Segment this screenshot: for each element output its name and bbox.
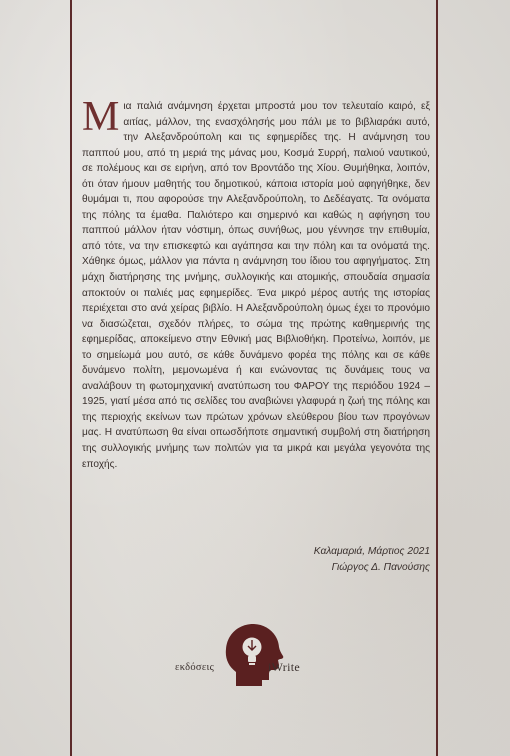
drop-cap: Μ: [82, 94, 120, 140]
publisher-name: iWrite: [268, 660, 300, 674]
head-lightbulb-icon: [222, 620, 284, 690]
publisher-label: εκδόσεις: [175, 662, 215, 673]
body-paragraph: ια παλιά ανάμνηση έρχεται μπροστά μου τον τελευταίο καιρό, εξ αιτίας, μάλλον, της ενασχόλησής μου πάλι με το βιβλιαράκι αυτό, την Αλεξανδρούπολη και τις εφημερίδες της. Η ανάμνηση του παππού μου, από τη μεριά της μάνας μου, Κοσμά Συρρή, παλιού ναυτικού, σε πολέμους και σε ειρήνη, από τον Βροντάδο της Χίου. Θυμήθηκα, λοιπόν, ότι όταν ήμουν μαθητής του δημοτικού, κάποια ιστορία μού αφηγήθηκε, δεν θυμάμαι τι, που αφορούσε την Αλεξανδρούπολη, το Δεδέαγατς. Τα ονόματα της πόλης τα έμαθα. Παλιότερο και σημερινό και καθώς η αφήγηση του παππού μάλλον ήταν νόστιμη, όπως συνήθως, μου γέννησε την επιθυμία, από τότε, να την επισκεφτώ και αγάπησα και την πόλη και τα ονόματά της. Χάθηκε όμως, μάλλον για πάντα η ανάμνηση του ίδιου του αφηγήματος. Στη μάχη διατήρησης της μνήμης, συλλογικής και ατομικής, σπουδαία σημασία αποκτούν οι παλιές μας εφημερίδες. Ένα μικρό μέρος αυτής της ιστορίας περιέχεται στο ανά χείρας βιβλίο. Η Αλεξανδρούπολη όμως έχει το προνόμιο να διασώζεται, σχεδόν πλήρες, το σώμα της πρώτης καθημερινής της εφημερίδας, αποκείμενο στην Εθνική μας Βιβλιοθήκη. Προτείνω, λοιπόν, με το σημείωμά μου αυτό, σε κάθε δυνάμενο φορέα της πόλης και σε κάθε δυνάμενο πολίτη, μεμονωμένα ή και ενώνοντας τις δυνάμεις τους να αναλάβουν τη φωτομηχανική ανατύπωση του ΦΑΡΟΥ της περιόδου 1924 – 1925, γιατί μέσα από τις σελίδες του αναβιώνει γλαφυρά η ζωή της πόλης και της περιοχής εκείνων των πρώτων χρόνων ελεύθερου βίου των προγόνων μας. Η ανατύπωση θα είναι οπωσδήποτε σημαντική συμβολή στη διατήρηση της συλλογικής μνήμης των πολιτών για τα μικρά και μεγάλα γεγονότα της εποχής.: [82, 101, 430, 470]
signature-place-date: Καλαμαριά, Μάρτιος 2021: [313, 546, 430, 557]
left-border-rule: [70, 0, 72, 756]
back-cover-text: [82, 94, 430, 472]
right-border-rule: [436, 0, 438, 756]
signature-author: Γιώργος Δ. Πανούσης: [331, 562, 430, 573]
